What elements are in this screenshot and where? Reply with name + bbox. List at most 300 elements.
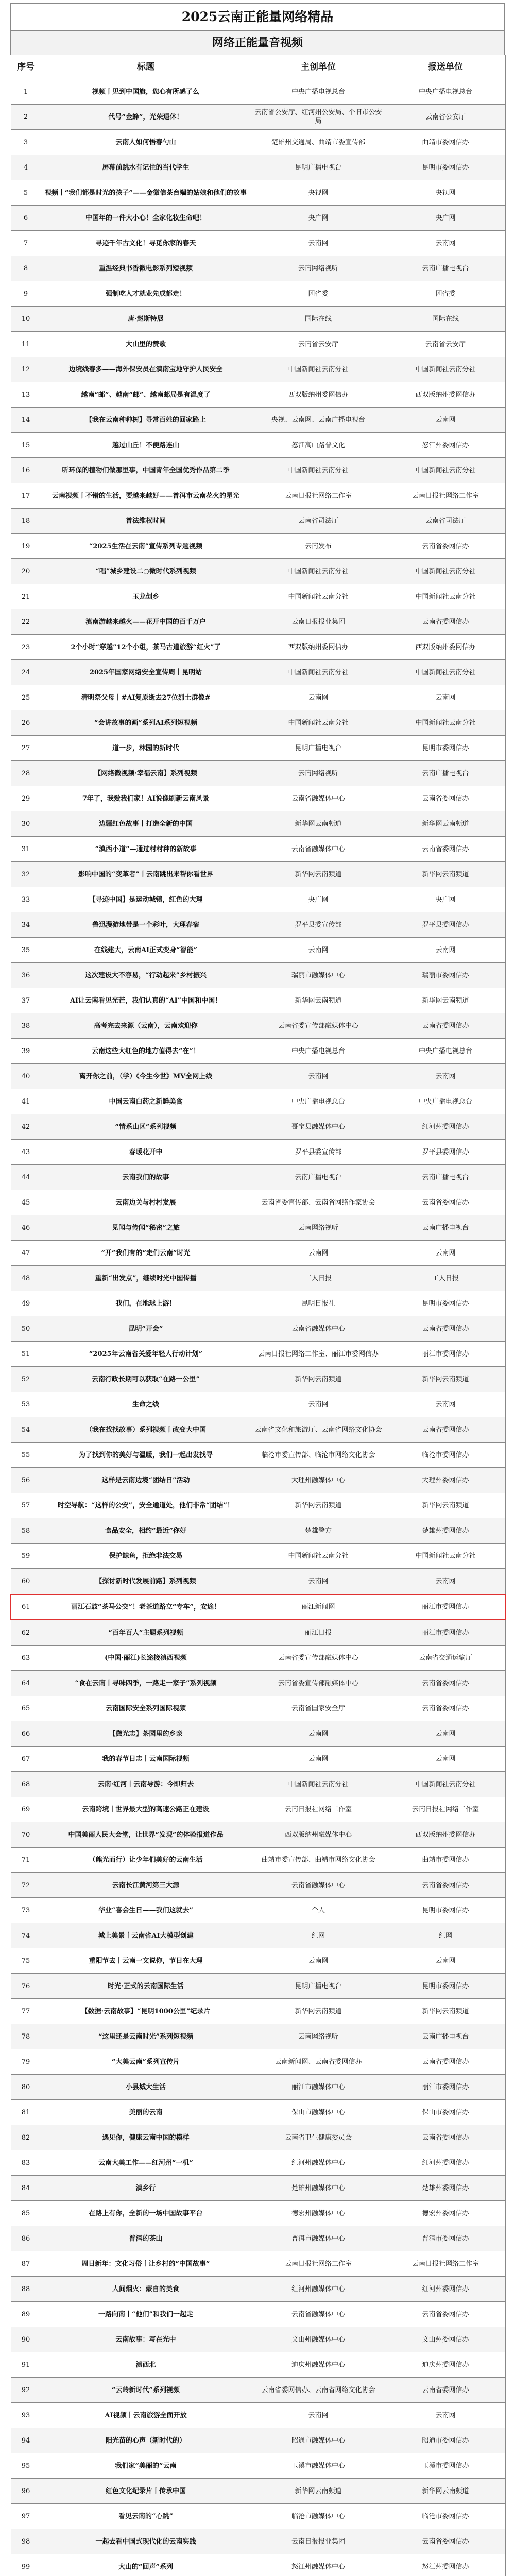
row-title: “2025年云南省关爱年轻人行动计划” bbox=[41, 1342, 251, 1367]
row-number: 53 bbox=[11, 1392, 41, 1417]
row-title: 这次建设大不容易，“行动起来”乡村振兴 bbox=[41, 963, 251, 988]
row-title: 一路向南丨“他们”和我们一起走 bbox=[41, 2302, 251, 2327]
row-number: 37 bbox=[11, 988, 41, 1013]
row-number: 42 bbox=[11, 1114, 41, 1140]
row-title: 7年了，我爱我们家！AI说像刷新云南风景 bbox=[41, 786, 251, 811]
row-title: 云南边关与村村发展 bbox=[41, 1190, 251, 1215]
row-number: 7 bbox=[11, 231, 41, 256]
row-title: AI视频丨云南旅游全面开放 bbox=[41, 2403, 251, 2428]
row-host: 新华网云南频道 bbox=[251, 1999, 386, 2024]
row-recommender: 云南省司法厅 bbox=[386, 509, 505, 534]
row-recommender: 昆明市委网信办 bbox=[386, 1974, 505, 1999]
row-number: 86 bbox=[11, 2226, 41, 2251]
row-host: 德宏州融媒体中心 bbox=[251, 2201, 386, 2226]
row-title: AI让云南看见光芒，我们认真的“AI”中国和中国！ bbox=[41, 988, 251, 1013]
row-host: 云南省融媒体中心 bbox=[251, 2302, 386, 2327]
row-number: 33 bbox=[11, 887, 41, 912]
row-title: 云南行政长期可以获取“在路一公里” bbox=[41, 1367, 251, 1392]
row-host: 中央广播电视总台 bbox=[251, 79, 386, 105]
row-number: 70 bbox=[11, 1822, 41, 1848]
row-host: 云南网 bbox=[251, 1747, 386, 1772]
row-recommender: 红河州委网信办 bbox=[386, 1114, 505, 1140]
category-header: 网络正能量音视频 bbox=[10, 30, 505, 55]
table-row bbox=[11, 2352, 505, 2378]
row-host: 临沧市融媒体中心 bbox=[251, 2504, 386, 2529]
row-title: 视频丨见到中国旗，您心有所感了么 bbox=[41, 79, 251, 105]
row-host: 云南网 bbox=[251, 1241, 386, 1266]
row-host: 云南日报社网络工作室 bbox=[251, 1797, 386, 1822]
table-row bbox=[11, 1721, 505, 1747]
row-host: 央广网 bbox=[251, 206, 386, 231]
row-host: 罗平县委宣传部 bbox=[251, 912, 386, 938]
row-number: 21 bbox=[11, 584, 41, 609]
table-row bbox=[11, 2529, 505, 2554]
row-title: 云南这些大红色的地方值得去“在”！ bbox=[41, 1039, 251, 1064]
row-title: 时光·正式的云南国际生活 bbox=[41, 1974, 251, 1999]
row-recommender: 昆明市委网信办 bbox=[386, 1291, 505, 1316]
table-row bbox=[11, 1190, 505, 1215]
row-recommender: 丽江市委网信办 bbox=[386, 1620, 505, 1646]
row-number: 68 bbox=[11, 1772, 41, 1797]
row-number: 26 bbox=[11, 710, 41, 736]
table-row bbox=[11, 281, 505, 307]
table-row bbox=[11, 1620, 505, 1646]
row-host: 中国新闻社云南分社 bbox=[251, 357, 386, 382]
row-recommender: 云南网 bbox=[386, 1392, 505, 1417]
row-host: 普洱市融媒体中心 bbox=[251, 2226, 386, 2251]
row-title: 离开你之前，（学）《今生今世》MV全网上线 bbox=[41, 1064, 251, 1089]
row-number: 66 bbox=[11, 1721, 41, 1747]
row-title: 云南·红河丨云南导游：今即归去 bbox=[41, 1772, 251, 1797]
row-title: 强制吃人才就业先成都走！ bbox=[41, 281, 251, 307]
row-title: 云南国际安全系列国际视频 bbox=[41, 1696, 251, 1721]
row-number: 79 bbox=[11, 2049, 41, 2075]
table-row bbox=[11, 1898, 505, 1923]
table-row bbox=[11, 332, 505, 357]
table-row bbox=[11, 559, 505, 584]
row-host: 新华网云南频道 bbox=[251, 988, 386, 1013]
row-title: 人间烟火：蒙自的美食 bbox=[41, 2277, 251, 2302]
table-row bbox=[11, 1316, 505, 1342]
row-host: 中国新闻社云南分社 bbox=[251, 458, 386, 483]
table-row bbox=[11, 2226, 505, 2251]
row-host: 云南省卫生健康委员会 bbox=[251, 2125, 386, 2150]
row-recommender: 临沧市委网信办 bbox=[386, 2504, 505, 2529]
row-number: 18 bbox=[11, 509, 41, 534]
row-host: 新华网云南频道 bbox=[251, 862, 386, 887]
row-recommender: 云南省公安厅 bbox=[386, 105, 505, 130]
row-title: 阳光苗的心声（新时代的） bbox=[41, 2428, 251, 2453]
row-number: 16 bbox=[11, 458, 41, 483]
row-title: 普法维权时间 bbox=[41, 509, 251, 534]
row-title: 重阳节去丨云南一文说你，节日在大理 bbox=[41, 1948, 251, 1974]
row-title: （熊光而行）让少年们美好的云南生活 bbox=[41, 1848, 251, 1873]
row-title: 生命之线 bbox=[41, 1392, 251, 1417]
row-recommender: 云南网 bbox=[386, 938, 505, 963]
row-title: 大山里的赞歌 bbox=[41, 332, 251, 357]
row-host: 云南省公安厅、红河州公安局、个旧市公安局 bbox=[251, 105, 386, 130]
row-recommender: 云南网 bbox=[386, 1948, 505, 1974]
table-row bbox=[11, 2176, 505, 2201]
row-host: 罗平县委宣传部 bbox=[251, 1140, 386, 1165]
row-recommender: 昆明市委网信办 bbox=[386, 1898, 505, 1923]
row-recommender: 中国新闻社云南分社 bbox=[386, 559, 505, 584]
row-recommender: 云南省委网信办 bbox=[386, 2529, 505, 2554]
table-row bbox=[11, 534, 505, 559]
row-recommender: 云南网 bbox=[386, 1241, 505, 1266]
row-recommender: 云南省交通运输厅 bbox=[386, 1646, 505, 1671]
row-recommender: 红河州委网信办 bbox=[386, 2150, 505, 2176]
row-recommender: 新华网云南频道 bbox=[386, 2479, 505, 2504]
table-row bbox=[11, 1291, 505, 1316]
row-number: 75 bbox=[11, 1948, 41, 1974]
row-title: 美丽的云南 bbox=[41, 2100, 251, 2125]
row-title: 玉龙创乡 bbox=[41, 584, 251, 609]
row-number: 82 bbox=[11, 2125, 41, 2150]
row-number: 96 bbox=[11, 2479, 41, 2504]
row-recommender: 云南省委网信办 bbox=[386, 2302, 505, 2327]
row-title: 春暖花开中 bbox=[41, 1140, 251, 1165]
row-recommender: 迪庆州委网信办 bbox=[386, 2352, 505, 2378]
row-host: 云南网 bbox=[251, 2403, 386, 2428]
row-recommender: 楚雄州委网信办 bbox=[386, 2176, 505, 2201]
table-row bbox=[11, 1646, 505, 1671]
table-row bbox=[11, 1873, 505, 1898]
row-title: 影响中国的“变革者”丨云南跳出来帮你看世界 bbox=[41, 862, 251, 887]
row-number: 8 bbox=[11, 256, 41, 281]
table-row bbox=[11, 1367, 505, 1392]
row-host: 昆明日报社 bbox=[251, 1291, 386, 1316]
row-recommender: 红网 bbox=[386, 1923, 505, 1948]
row-number: 48 bbox=[11, 1266, 41, 1291]
row-recommender: 保山市委网信办 bbox=[386, 2100, 505, 2125]
row-host: 云南网络视听 bbox=[251, 2024, 386, 2049]
row-recommender: 云南广播电视台 bbox=[386, 2024, 505, 2049]
row-host: 西双版纳州委网信办 bbox=[251, 382, 386, 408]
row-host: 云南省委宣传部融媒体中心 bbox=[251, 1646, 386, 1671]
row-number: 44 bbox=[11, 1165, 41, 1190]
table-row bbox=[11, 2428, 505, 2453]
row-title: 为了找到你的美好与温暖，我们一起出发找寻 bbox=[41, 1443, 251, 1468]
row-number: 60 bbox=[11, 1569, 41, 1595]
row-title: 【寻迹中国】是运动城镇，红色的大理 bbox=[41, 887, 251, 912]
row-host: 瑞丽市融媒体中心 bbox=[251, 963, 386, 988]
row-number: 71 bbox=[11, 1848, 41, 1873]
table-row bbox=[11, 811, 505, 837]
row-host: 迪庆州融媒体中心 bbox=[251, 2352, 386, 2378]
row-number: 78 bbox=[11, 2024, 41, 2049]
row-host: 丽江市融媒体中心 bbox=[251, 2075, 386, 2100]
row-title: 我的春节日志丨云南国际视频 bbox=[41, 1747, 251, 1772]
row-recommender: 新华网云南频道 bbox=[386, 988, 505, 1013]
row-title: 越南“邮”、越南“邮”、越南邮局是有温度了 bbox=[41, 382, 251, 408]
row-number: 56 bbox=[11, 1468, 41, 1493]
row-recommender: 中国新闻社云南分社 bbox=[386, 1544, 505, 1569]
table-row bbox=[11, 609, 505, 635]
row-recommender: 临沧市委网信办 bbox=[386, 1443, 505, 1468]
table-row bbox=[11, 2024, 505, 2049]
row-recommender: 云南省委网信办 bbox=[386, 2049, 505, 2075]
row-host: 云南日报社网络工作室、丽江市委网信办 bbox=[251, 1342, 386, 1367]
row-recommender: 曲靖市委网信办 bbox=[386, 130, 505, 155]
row-title: 云南大美工作——红河州“一机” bbox=[41, 2150, 251, 2176]
table-row bbox=[11, 988, 505, 1013]
row-number: 92 bbox=[11, 2378, 41, 2403]
row-title: （我在找找故事）系列视频丨改变大中国 bbox=[41, 1417, 251, 1443]
table-row bbox=[11, 912, 505, 938]
row-recommender: 云南省委网信办 bbox=[386, 534, 505, 559]
row-host: 新华网云南频道 bbox=[251, 2479, 386, 2504]
row-host: 云南省融媒体中心 bbox=[251, 786, 386, 811]
row-title: 云南长江黄河第三大源 bbox=[41, 1873, 251, 1898]
column-header-num: 序号 bbox=[11, 55, 41, 79]
row-recommender: 云南网 bbox=[386, 1569, 505, 1595]
row-host: 云南省委宣传部融媒体中心 bbox=[251, 1671, 386, 1696]
row-host: 国际在线 bbox=[251, 307, 386, 332]
row-number: 2 bbox=[11, 105, 41, 130]
row-number: 13 bbox=[11, 382, 41, 408]
row-number: 88 bbox=[11, 2277, 41, 2302]
row-recommender: 云南网 bbox=[386, 231, 505, 256]
row-number: 43 bbox=[11, 1140, 41, 1165]
row-title: 边疆红色故事丨打造全新的中国 bbox=[41, 811, 251, 837]
row-title: 【网络微视频·幸福云南】系列视频 bbox=[41, 761, 251, 786]
row-number: 90 bbox=[11, 2327, 41, 2352]
table-row bbox=[11, 1089, 505, 1114]
table-row bbox=[11, 1165, 505, 1190]
row-number: 89 bbox=[11, 2302, 41, 2327]
row-number: 20 bbox=[11, 559, 41, 584]
row-host: 昭通市融媒体中心 bbox=[251, 2428, 386, 2453]
table-row bbox=[11, 1772, 505, 1797]
document-page bbox=[10, 3, 505, 2576]
row-title: 视频丨“我们都是时光的孩子”——金微信茶台端的姑娘和他们的故事 bbox=[41, 180, 251, 206]
row-recommender: 云南省委网信办 bbox=[386, 837, 505, 862]
row-host: 怒江州融媒体中心 bbox=[251, 2554, 386, 2576]
row-recommender: 中国新闻社云南分社 bbox=[386, 357, 505, 382]
row-recommender: 云南日报社网络工作室 bbox=[386, 483, 505, 509]
row-recommender: 云南省委网信办 bbox=[386, 1417, 505, 1443]
table-row bbox=[11, 1443, 505, 1468]
row-host: 丽江日报 bbox=[251, 1620, 386, 1646]
row-number: 59 bbox=[11, 1544, 41, 1569]
table-row bbox=[11, 1140, 505, 1165]
row-title: 代号“金蜂”，光荣退休！ bbox=[41, 105, 251, 130]
row-host: 团省委 bbox=[251, 281, 386, 307]
row-host: 新华网云南频道 bbox=[251, 1367, 386, 1392]
row-recommender: 云南网 bbox=[386, 1064, 505, 1089]
row-title: 中国年的一件大小心！全家化妆生命吧！ bbox=[41, 206, 251, 231]
table-row bbox=[11, 256, 505, 281]
row-title: 这样是云南边境“团结日”活动 bbox=[41, 1468, 251, 1493]
row-recommender: 云南省委网信办 bbox=[386, 1013, 505, 1039]
row-number: 39 bbox=[11, 1039, 41, 1064]
row-host: 个人 bbox=[251, 1898, 386, 1923]
row-host: 红网 bbox=[251, 1923, 386, 1948]
table-row bbox=[11, 2125, 505, 2150]
row-title: 【数据·云南故事】“昆明1000公里”纪录片 bbox=[41, 1999, 251, 2024]
row-recommender: 西双版纳州委网信办 bbox=[386, 1822, 505, 1848]
row-host: 云南网络视听 bbox=[251, 761, 386, 786]
row-number: 32 bbox=[11, 862, 41, 887]
table-row bbox=[11, 1822, 505, 1848]
row-host: 中国新闻社云南分社 bbox=[251, 584, 386, 609]
row-host: 新华网云南频道 bbox=[251, 1493, 386, 1518]
row-recommender: 怒江州委网信办 bbox=[386, 433, 505, 458]
row-number: 97 bbox=[11, 2504, 41, 2529]
row-number: 67 bbox=[11, 1747, 41, 1772]
table-row bbox=[11, 2277, 505, 2302]
row-recommender: 楚雄州委网信办 bbox=[386, 1518, 505, 1544]
table-row bbox=[11, 761, 505, 786]
table-row bbox=[11, 660, 505, 685]
row-host: 云南省文化和旅游厅、云南省网络文化协会 bbox=[251, 1417, 386, 1443]
row-recommender: 云南网 bbox=[386, 1721, 505, 1747]
row-title: 【我在云南种种树】寻常百姓的回家路上 bbox=[41, 408, 251, 433]
row-number: 17 bbox=[11, 483, 41, 509]
row-host: 曲靖市委宣传部、曲靖市网络文化协会 bbox=[251, 1848, 386, 1873]
row-host: 云南网 bbox=[251, 1721, 386, 1747]
row-host: 西双版纳州融媒体中心 bbox=[251, 1822, 386, 1848]
row-number: 98 bbox=[11, 2529, 41, 2554]
row-number: 28 bbox=[11, 761, 41, 786]
table-row bbox=[11, 1671, 505, 1696]
table-row bbox=[11, 180, 505, 206]
table-row bbox=[11, 130, 505, 155]
row-title: 道一步，林园的新时代 bbox=[41, 736, 251, 761]
row-title: 寻迹千年古文化！寻觅你家的春天 bbox=[41, 231, 251, 256]
row-title: 清明祭父母丨#AI复原逝去27位烈士群像# bbox=[41, 685, 251, 710]
row-host: 云南省委宣传部融媒体中心 bbox=[251, 1013, 386, 1039]
row-title: “食在云南丨寻味四季，一路走一家子”系列视频 bbox=[41, 1671, 251, 1696]
row-number: 61 bbox=[11, 1594, 41, 1620]
row-title: “这里还是云南时光”系列短视频 bbox=[41, 2024, 251, 2049]
row-host: 云南省融媒体中心 bbox=[251, 837, 386, 862]
row-number: 47 bbox=[11, 1241, 41, 1266]
table-row bbox=[11, 483, 505, 509]
row-number: 50 bbox=[11, 1316, 41, 1342]
row-number: 65 bbox=[11, 1696, 41, 1721]
table-row bbox=[11, 938, 505, 963]
row-recommender: 曲靖市委网信办 bbox=[386, 1848, 505, 1873]
row-recommender: 昆明市委网信办 bbox=[386, 155, 505, 180]
table-row bbox=[11, 1696, 505, 1721]
row-number: 15 bbox=[11, 433, 41, 458]
table-row bbox=[11, 1569, 505, 1595]
row-number: 77 bbox=[11, 1999, 41, 2024]
row-number: 10 bbox=[11, 307, 41, 332]
row-host: 文山州融媒体中心 bbox=[251, 2327, 386, 2352]
row-number: 25 bbox=[11, 685, 41, 710]
row-number: 5 bbox=[11, 180, 41, 206]
row-host: 临沧市委宣传部、临沧市网络文化协会 bbox=[251, 1443, 386, 1468]
row-host: 昆明广播电视台 bbox=[251, 1974, 386, 1999]
table-header-row bbox=[11, 55, 505, 79]
table-row bbox=[11, 1747, 505, 1772]
row-number: 30 bbox=[11, 811, 41, 837]
row-recommender: 瑞丽市委网信办 bbox=[386, 963, 505, 988]
row-number: 22 bbox=[11, 609, 41, 635]
row-number: 19 bbox=[11, 534, 41, 559]
row-title: 云南跨境丨世界最大型的高速公路正在建设 bbox=[41, 1797, 251, 1822]
row-host: 云南省融媒体中心 bbox=[251, 1873, 386, 1898]
table-row bbox=[11, 1493, 505, 1518]
row-host: 红河州融媒体中心 bbox=[251, 2150, 386, 2176]
row-title: 边境线春多——海外保安员在滇南宝地守护人民安全 bbox=[41, 357, 251, 382]
row-title: 【探讨新时代发展前路】系列视频 bbox=[41, 1569, 251, 1595]
row-host: 新华网云南频道 bbox=[251, 811, 386, 837]
table-row bbox=[11, 1013, 505, 1039]
column-header-rec: 报送单位 bbox=[386, 55, 505, 79]
row-recommender: 央广网 bbox=[386, 206, 505, 231]
table-row bbox=[11, 1392, 505, 1417]
row-number: 51 bbox=[11, 1342, 41, 1367]
row-host: 红河州融媒体中心 bbox=[251, 2277, 386, 2302]
table-row bbox=[11, 736, 505, 761]
row-number: 87 bbox=[11, 2251, 41, 2277]
table-row bbox=[11, 635, 505, 660]
row-recommender: 中国新闻社云南分社 bbox=[386, 1772, 505, 1797]
row-recommender: 中央广播电视总台 bbox=[386, 79, 505, 105]
row-recommender: 丽江市委网信办 bbox=[386, 1594, 505, 1620]
row-host: 云南省国家安全厅 bbox=[251, 1696, 386, 1721]
row-title: 一起去看中国式现代化的云南实践 bbox=[41, 2529, 251, 2554]
row-title: 越过山丘！不便路连山 bbox=[41, 433, 251, 458]
row-host: 云南省融媒体中心 bbox=[251, 1316, 386, 1342]
row-number: 58 bbox=[11, 1518, 41, 1544]
row-recommender: 云南日报社网络工作室 bbox=[386, 1797, 505, 1822]
table-row bbox=[11, 1974, 505, 1999]
row-title: 时空导航：“这样的公安”，安全通道处，他们非常“团结”！ bbox=[41, 1493, 251, 1518]
row-title: 鲁迅漫游地带是一个彩叶，大理春宿 bbox=[41, 912, 251, 938]
row-title: 唐·赵斯特展 bbox=[41, 307, 251, 332]
row-recommender: 新华网云南频道 bbox=[386, 1367, 505, 1392]
row-number: 45 bbox=[11, 1190, 41, 1215]
row-number: 14 bbox=[11, 408, 41, 433]
row-number: 94 bbox=[11, 2428, 41, 2453]
row-title: 见闻与传闻“秘密”之旅 bbox=[41, 1215, 251, 1241]
row-recommender: 云南省委网信办 bbox=[386, 2125, 505, 2150]
row-host: 中国新闻社云南分社 bbox=[251, 1772, 386, 1797]
table-row bbox=[11, 685, 505, 710]
row-host: 云南网 bbox=[251, 1392, 386, 1417]
row-recommender: 新华网云南频道 bbox=[386, 1999, 505, 2024]
table-row bbox=[11, 1468, 505, 1493]
column-header-host: 主创单位 bbox=[251, 55, 386, 79]
row-title: “会讲故事的画”系列AI系列短视频 bbox=[41, 710, 251, 736]
row-host: 中国新闻社云南分社 bbox=[251, 559, 386, 584]
row-recommender: 央广网 bbox=[386, 887, 505, 912]
table-body bbox=[11, 79, 505, 2576]
table-row bbox=[11, 206, 505, 231]
row-host: 中国新闻社云南分社 bbox=[251, 660, 386, 685]
table-row bbox=[11, 584, 505, 609]
row-title: 滇南游越来越火——花开中国的百千万户 bbox=[41, 609, 251, 635]
row-recommender: 央视网 bbox=[386, 180, 505, 206]
row-host: 丽江新闻网 bbox=[251, 1594, 386, 1620]
row-title: 屏幕前跳水有记住的当代学生 bbox=[41, 155, 251, 180]
table-row bbox=[11, 963, 505, 988]
table-row bbox=[11, 307, 505, 332]
row-host: 云南网络视听 bbox=[251, 1215, 386, 1241]
row-number: 95 bbox=[11, 2453, 41, 2479]
row-number: 74 bbox=[11, 1923, 41, 1948]
row-host: 云南日报社网络工作室 bbox=[251, 2251, 386, 2277]
row-recommender: 云南广播电视台 bbox=[386, 1215, 505, 1241]
row-host: 云南网 bbox=[251, 938, 386, 963]
row-title: 华业“喜会生日——我们这就去” bbox=[41, 1898, 251, 1923]
row-number: 57 bbox=[11, 1493, 41, 1518]
